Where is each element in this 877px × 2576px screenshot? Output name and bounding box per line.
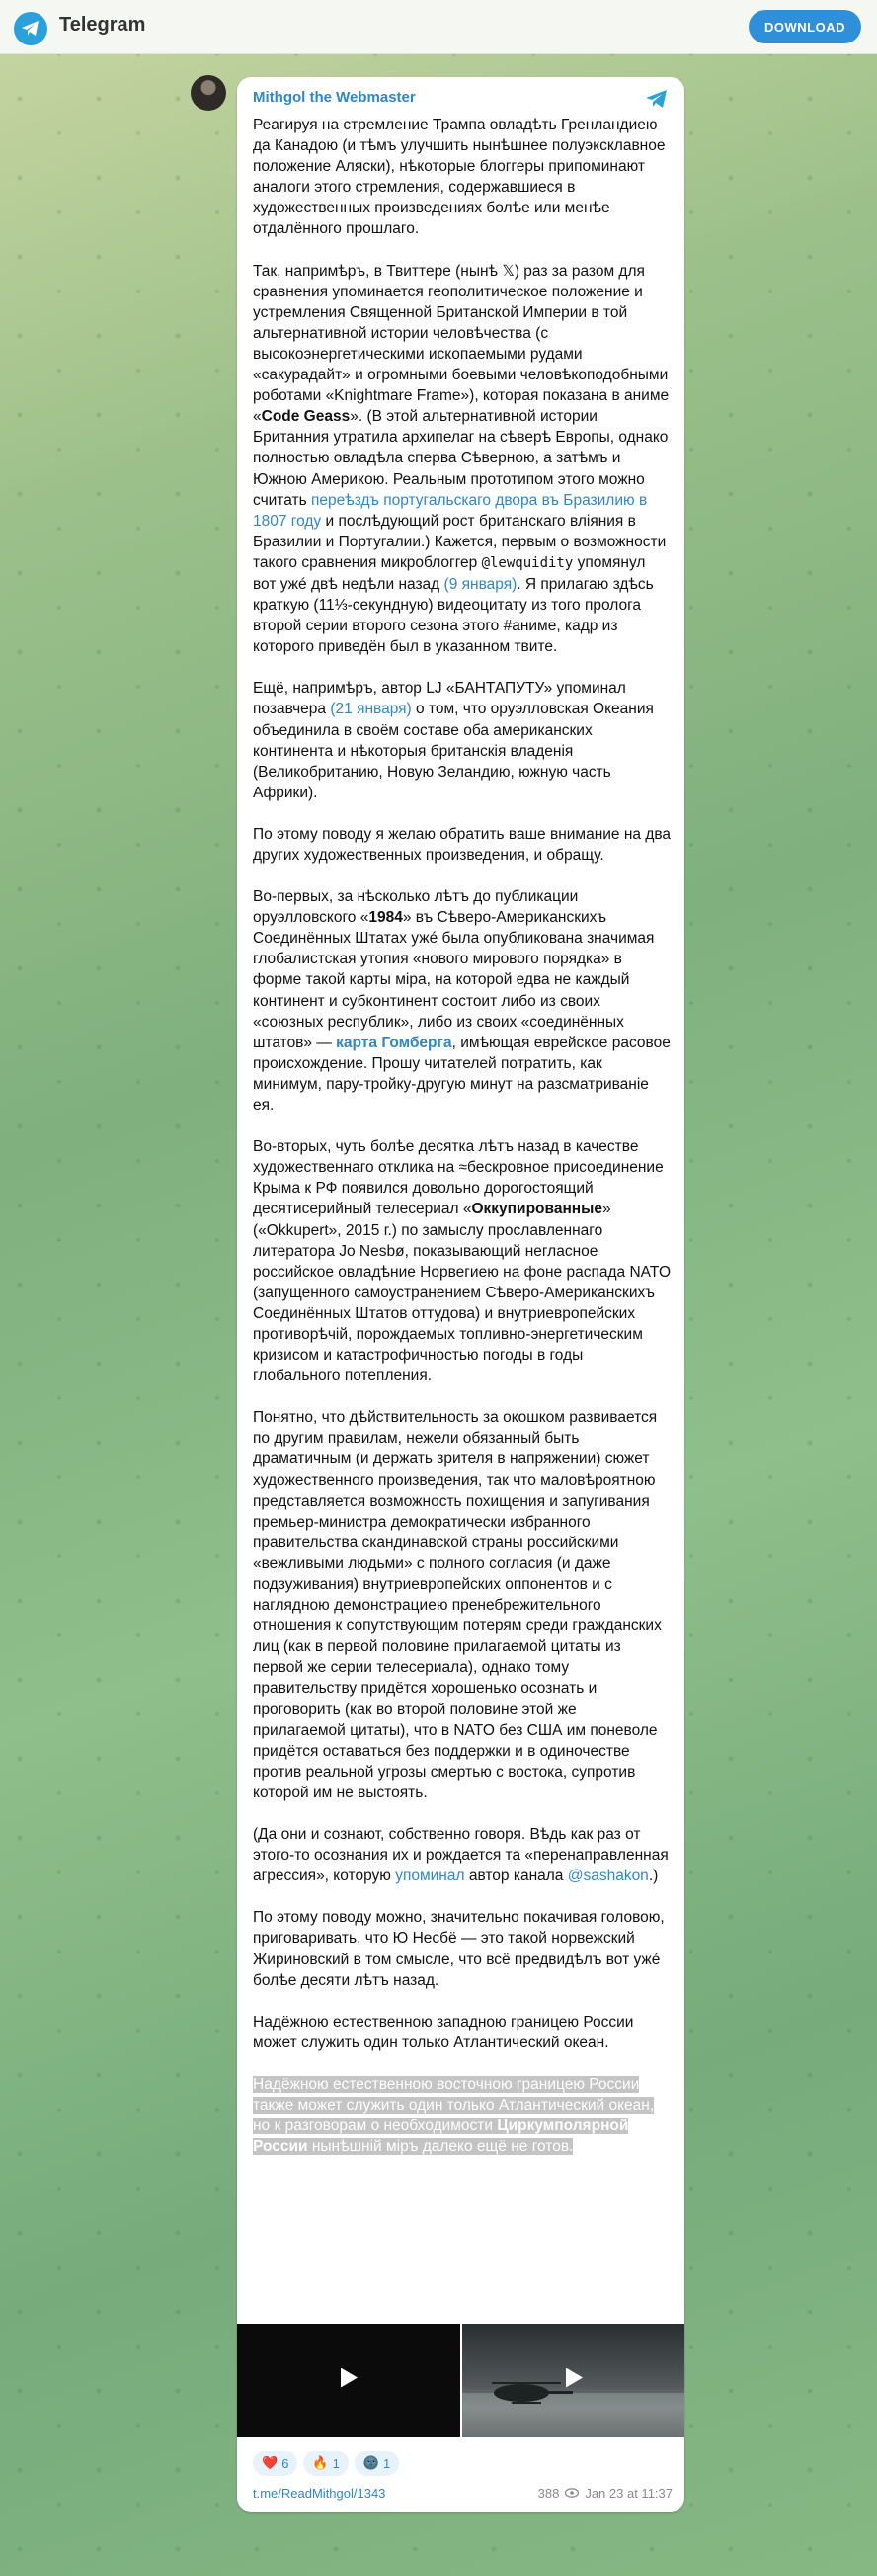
- text-link[interactable]: переѣздъ португальскаго двора въ Бразилию в 1807 году: [253, 491, 648, 530]
- text-link[interactable]: (9 января): [443, 575, 518, 593]
- text-span: @lewquidity: [481, 554, 574, 571]
- message-text: [253, 115, 673, 2178]
- download-button[interactable]: DOWNLOAD: [749, 10, 861, 43]
- text-span: . Я прилагаю здѣсь краткую (11⅓-секундную) видеоцитату из того пролога второй серии второго сезона этого #аниме, кадр из которого приведён был в указанном твите.: [253, 575, 654, 656]
- post-date: Jan 23 at 11:37: [585, 2486, 673, 2501]
- reaction-emoji-icon: 🔥: [312, 2455, 329, 2470]
- message-paragraph: [253, 2012, 673, 2053]
- text-span: Реагируя на стремление Трампа овладѣть Гренландиею да Канадою (и тѣмъ улучшить нынѣшнее полуэксклавное положение Аляски), нѣкоторые блоггеры припоминают аналоги этого стремления, содержавшиеся в художественных произведениях болѣе или менѣе отдалённого прошлаго.: [253, 117, 666, 238]
- reaction-emoji-icon: ❤️: [262, 2455, 279, 2470]
- reaction-count: 6: [281, 2455, 289, 2471]
- text-span: Оккупированные: [471, 1201, 603, 1218]
- reactions-bar: [253, 2451, 399, 2476]
- post-link[interactable]: t.me/ReadMithgol/1343: [253, 2486, 386, 2501]
- reaction-button[interactable]: [303, 2451, 348, 2476]
- eye-icon: [565, 2486, 579, 2501]
- message-paragraph: [253, 1407, 673, 1803]
- message-paragraph: [253, 1907, 673, 1990]
- text-span: Надёжною естественною восточною границею России также может служить один только Атлантический океан, но к разговорам о необходимости: [253, 2075, 655, 2135]
- text-link[interactable]: (21 января): [330, 701, 412, 718]
- top-bar: [0, 0, 877, 54]
- text-link[interactable]: упоминал: [395, 1868, 465, 1885]
- text-span: » въ Сѣверо-Американскихъ Соединённых Штатах ужé была опубликована значимая глобалистская утопия «нового мирового порядка» в форме такой карты міра, на которой едва не каждый континент и субконтинент состоит либо из своих «союзных республик», либо из своих «соединённых штатов» —: [253, 909, 655, 1051]
- text-link[interactable]: @sashakon: [567, 1868, 649, 1885]
- media-grid: [237, 2324, 684, 2437]
- text-span: Понятно, что дѣйствительность за окошком развивается по другим правилам, нежели обязанный быть драматичным (и держать зрителя в напряжении) сюжет художественного произведения, так что маловѣроятною представляется возможность похищения и запугивания премьер-министра демократически избранного правительства скандинавской страны российскими «вежливыми людьми» с полного согласия (и даже подзуживания) внутриевропейских оппонентов и с наглядною демонстрациею пренебрежительного отношения к сопутствующим потерям среди гражданских лиц (как в первой половине прилагаемой цитаты из первой же серии телесериала), однако тому правительству придётся хорошенько осознать и проговорить (как во второй половине этой же прилагаемой цитаты), что в NATO без США им поневоле придётся оставаться без поддержки и в одиночестве против реальной угрозы смертью с востока, супротив которой им не выстоять.: [253, 1409, 662, 1801]
- message-paragraph: [253, 678, 673, 803]
- play-icon[interactable]: [339, 2368, 359, 2394]
- text-span: Во-вторых, чуть болѣе десятка лѣтъ назад в качестве художественнаго отклика на ≈бескровное присоединение Крыма к РФ появился довольно дорогостоящий десятисерийный телесериал «: [253, 1138, 664, 1218]
- text-span: По этому поводу можно, значительно покачивая головою, приговаривать, что Ю Несбё — это такой норвежский Жириновский в том смысле, что всё предвидѣлъ вот ужé болѣе десяти лѣтъ назад.: [253, 1909, 665, 1989]
- text-span: Во-первых, за нѣсколько лѣтъ до публикации оруэлловского «: [253, 888, 579, 927]
- message-paragraph: [253, 261, 673, 658]
- reaction-button[interactable]: [355, 2451, 399, 2476]
- channel-avatar[interactable]: [191, 75, 226, 111]
- message-paragraph: [253, 824, 673, 866]
- text-span: Циркумполярной России: [253, 2118, 629, 2156]
- text-span: Ещё, напримѣръ, автор LJ «БАНТАПУТУ» упоминал позавчера: [253, 680, 626, 718]
- brand-name[interactable]: Telegram: [59, 14, 146, 36]
- message-footer: [253, 2486, 673, 2506]
- text-span: Так, напримѣръ, в Твиттере (нынѣ 𝕏) раз за разом для сравнения упоминается геополитическое положение и устремления Священной Британской Империи в той альтернативной истории человѣчества (с высокоэнергетическими ископаемыми рудами «сакурадайт» и огромными боевыми человѣкоподобными роботами «Knightmare Frame»), которая показана в аниме «: [253, 262, 670, 426]
- views-count: 388: [537, 2486, 560, 2501]
- message-paragraph: [253, 1136, 673, 1386]
- text-span: 1984: [368, 909, 403, 927]
- text-span: о том, что оруэлловская Океания объединила в своём составе оба американских континента и нѣкоторыя британскія владенія (Великобританию, Новую Зеландию, южную часть Африки).: [253, 701, 654, 801]
- spoiler-paragraph[interactable]: [253, 2074, 673, 2157]
- reaction-emoji-icon: 🌚: [362, 2455, 380, 2470]
- reaction-button[interactable]: [253, 2451, 297, 2476]
- reaction-count: 1: [332, 2455, 340, 2471]
- text-span: упомянул вот ужé двѣ недѣли назад: [253, 553, 646, 593]
- text-span: Code Geass: [261, 408, 351, 426]
- telegram-plane-icon: [645, 89, 669, 114]
- text-span: Надёжною естественною западною границею России может служить один только Атлантический океан.: [253, 2013, 634, 2051]
- text-span: нынѣшній міръ далеко ещё не готов.: [307, 2138, 574, 2156]
- text-span: и послѣдующий рост британскаго вліяния в Бразилии и Португалии.) Кажется, первым о возможности такого сравнения микроблоггер: [253, 512, 667, 571]
- reaction-count: 1: [383, 2455, 391, 2471]
- channel-name-link[interactable]: Mithgol the Webmaster: [253, 89, 416, 106]
- text-link[interactable]: карта Гомберга: [336, 1034, 452, 1051]
- text-span: По этому поводу я желаю обратить ваше внимание на два других художественных произведения, и обращу.: [253, 825, 672, 864]
- message-paragraph: [253, 1824, 673, 1886]
- text-span: (Да они и сознают, собственно говоря. Вѣдь как раз от этого-то осознания их и рождается та «перенаправленная агрессия», которую: [253, 1826, 669, 1885]
- play-icon[interactable]: [564, 2368, 584, 2394]
- text-span: » («Okkupert», 2015 г.) по замыслу прославленнаго литератора Jo Nesbø, показывающий негласное российское овладѣние Норвегиею на фоне распада NATO (запущенного самоустранением Сѣверо-Американскихъ Соединённых Штатов оттудова) и внутриевропейских противорѣчій, порождаемых топливно-энергетическим кризисом и катастрофичностью погоды в годы глобального потепления.: [253, 1201, 672, 1385]
- video-thumbnail[interactable]: [237, 2324, 460, 2437]
- message-paragraph: [253, 886, 673, 1116]
- text-span: , имѣющая еврейское расовое происхождение. Прошу читателей потратить, как минимум, пару-тройку-другую минут на разсматриваніе ея.: [253, 1034, 671, 1115]
- message-paragraph: [253, 115, 673, 240]
- message-card: [237, 77, 684, 2512]
- video-thumbnail[interactable]: [462, 2324, 684, 2437]
- telegram-logo-icon[interactable]: [14, 12, 47, 45]
- text-span: автор канала: [464, 1868, 568, 1885]
- text-span: .): [648, 1868, 659, 1885]
- text-span: ». (В этой альтернативной истории Британния утратила архипелаг на сѣверѣ Европы, однако полностью овладѣла сперва Сѣверною, а затѣмъ и Южною Америкою. Реальным прототипом этого можно считать: [253, 408, 669, 509]
- message-meta: [538, 2486, 673, 2501]
